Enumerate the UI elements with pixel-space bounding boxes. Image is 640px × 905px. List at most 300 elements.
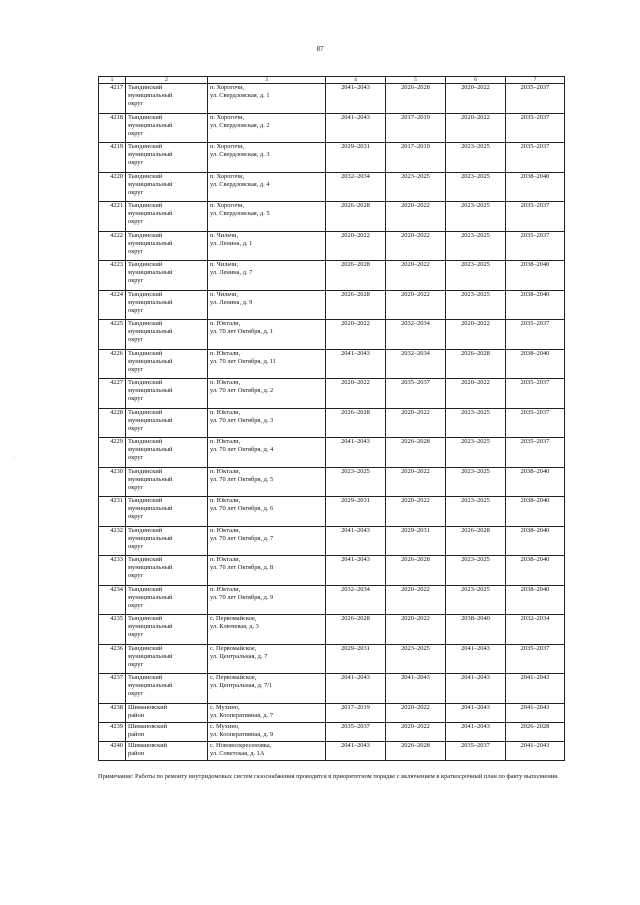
register-table <box>98 76 565 761</box>
municipality-line: муниципальный <box>128 239 173 247</box>
municipality-line: округ <box>128 336 144 343</box>
period-cell-c7: 2041–2043 <box>506 703 565 722</box>
period-cell-c5: 2026–2028 <box>386 556 446 586</box>
row-number: 4236 <box>99 644 126 674</box>
row-number: 4232 <box>99 526 126 556</box>
municipality-line: муниципальный <box>128 92 173 99</box>
address-line: п. Юктали, <box>210 497 241 504</box>
row-number: 4228 <box>99 408 126 438</box>
row-number: 4221 <box>99 202 126 232</box>
period-cell-c5: 2020–2022 <box>386 408 446 438</box>
column-header: 3 <box>208 77 326 84</box>
address-line: п. Юктали, <box>210 349 241 357</box>
address-cell <box>208 172 326 202</box>
address-line: ул. Ключевая, д. 3 <box>210 623 259 630</box>
period-cell-c6: 2026–2028 <box>446 526 506 556</box>
row-number: 4231 <box>99 497 126 527</box>
table-row <box>99 741 565 760</box>
table-row <box>99 526 565 556</box>
municipality-cell <box>126 703 208 722</box>
municipality-line: муниципальный <box>128 357 173 365</box>
period-cell-c7: 2035–2037 <box>506 202 565 232</box>
address-cell <box>208 438 326 468</box>
period-cell-c7: 2032–2034 <box>506 615 565 645</box>
address-cell <box>208 261 326 291</box>
period-cell-c5: 2017–2019 <box>386 143 446 173</box>
margin-mark: . . <box>12 455 16 460</box>
table-row <box>99 261 565 291</box>
municipality-cell <box>126 615 208 645</box>
municipality-line: Тындинский <box>128 231 163 239</box>
period-cell-c6: 2023–2025 <box>446 467 506 497</box>
address-line: с. Первомайское, <box>210 615 257 622</box>
row-number: 4227 <box>99 379 126 409</box>
municipality-line: округ <box>128 631 144 638</box>
municipality-line: Тындинский <box>128 320 163 327</box>
municipality-line: Тындинский <box>128 526 163 534</box>
period-cell-c7: 2026–2028 <box>506 722 565 741</box>
address-line: п. Хорогочи, <box>210 113 245 121</box>
municipality-cell <box>126 379 208 409</box>
table-row <box>99 202 565 232</box>
period-cell-c6: 2023–2025 <box>446 408 506 438</box>
row-number: 4223 <box>99 261 126 291</box>
municipality-line: Тындинский <box>128 408 163 416</box>
table-row <box>99 231 565 261</box>
address-line: с. Первомайское, <box>210 644 257 652</box>
address-cell <box>208 349 326 379</box>
table-row <box>99 172 565 202</box>
row-number: 4237 <box>99 674 126 704</box>
municipality-line: округ <box>128 247 144 255</box>
address-cell <box>208 497 326 527</box>
address-line: ул. 70 лет Октября, д. 5 <box>210 475 274 483</box>
municipality-line: муниципальный <box>128 151 173 158</box>
address-line: п. Юктали, <box>210 438 241 445</box>
address-line: ул. Свердловская, д. 1 <box>210 92 270 99</box>
municipality-line: муниципальный <box>128 593 173 601</box>
municipality-line: муниципальный <box>128 121 173 129</box>
table-row <box>99 467 565 497</box>
table-row <box>99 556 565 586</box>
table-row <box>99 113 565 143</box>
period-cell-c5: 2032–2034 <box>386 349 446 379</box>
address-line: п. Юктали, <box>210 320 241 327</box>
period-cell-c4: 2020–2022 <box>326 379 386 409</box>
address-line: п. Хорогочи, <box>210 84 245 91</box>
period-cell-c6: 2041–2043 <box>446 644 506 674</box>
row-number: 4218 <box>99 113 126 143</box>
municipality-line: муниципальный <box>128 180 173 188</box>
address-line: п. Юктали, <box>210 556 241 563</box>
municipality-line: Тындинский <box>128 615 163 622</box>
row-number: 4229 <box>99 438 126 468</box>
page-number: 87 <box>316 45 324 53</box>
municipality-cell <box>126 497 208 527</box>
row-number: 4220 <box>99 172 126 202</box>
period-cell-c4: 2041–2043 <box>326 556 386 586</box>
municipality-line: Тындинский <box>128 467 163 475</box>
address-line: ул. Центральная, д. 7 <box>210 652 268 660</box>
municipality-cell <box>126 556 208 586</box>
period-cell-c5: 2026–2028 <box>386 438 446 468</box>
period-cell-c6: 2041–2043 <box>446 674 506 704</box>
period-cell-c7: 2038–2040 <box>506 526 565 556</box>
address-line: ул. 70 лет Октября, д. 1 <box>210 328 274 335</box>
municipality-line: округ <box>128 572 144 579</box>
period-cell-c4: 2026–2028 <box>326 408 386 438</box>
period-cell-c4: 2029–2031 <box>326 644 386 674</box>
municipality-cell <box>126 349 208 379</box>
period-cell-c7: 2038–2040 <box>506 585 565 615</box>
municipality-cell <box>126 722 208 741</box>
municipality-line: Тындинский <box>128 172 163 180</box>
address-cell <box>208 202 326 232</box>
period-cell-c7: 2035–2037 <box>506 143 565 173</box>
municipality-line: муниципальный <box>128 623 173 630</box>
period-cell-c4: 2041–2043 <box>326 526 386 556</box>
municipality-cell <box>126 408 208 438</box>
municipality-cell <box>126 467 208 497</box>
municipality-line: Тындинский <box>128 113 163 121</box>
municipality-line: Тындинский <box>128 556 163 563</box>
period-cell-c5: 2026–2028 <box>386 741 446 760</box>
address-line: с. Мухино, <box>210 722 240 730</box>
municipality-line: округ <box>128 483 144 491</box>
address-line: ул. Свердловская, д. 4 <box>210 180 270 188</box>
municipality-line: муниципальный <box>128 682 173 689</box>
period-cell-c4: 2035–2037 <box>326 722 386 741</box>
municipality-line: Тындинский <box>128 585 163 593</box>
table-row <box>99 143 565 173</box>
period-cell-c7: 2035–2037 <box>506 438 565 468</box>
municipality-line: округ <box>128 513 144 520</box>
period-cell-c7: 2035–2037 <box>506 379 565 409</box>
row-number: 4234 <box>99 585 126 615</box>
municipality-line: Тындинский <box>128 349 163 357</box>
address-line: ул. Центральная, д. 7/1 <box>210 682 273 689</box>
municipality-line: муниципальный <box>128 505 173 512</box>
period-cell-c7: 2041–2043 <box>506 674 565 704</box>
period-cell-c6: 2035–2037 <box>446 741 506 760</box>
row-number: 4225 <box>99 320 126 350</box>
address-line: п. Юктали, <box>210 379 241 386</box>
municipality-line: Тындинский <box>128 438 163 445</box>
address-line: ул. 70 лет Октября, д. 7 <box>210 534 274 542</box>
municipality-cell <box>126 644 208 674</box>
period-cell-c6: 2023–2025 <box>446 143 506 173</box>
address-cell <box>208 615 326 645</box>
row-number: 4217 <box>99 84 126 114</box>
table-row <box>99 722 565 741</box>
municipality-line: Тындинский <box>128 261 163 268</box>
table-row <box>99 585 565 615</box>
period-cell-c4: 2026–2028 <box>326 261 386 291</box>
period-cell-c4: 2041–2043 <box>326 741 386 760</box>
period-cell-c4: 2041–2043 <box>326 113 386 143</box>
period-cell-c5: 2020–2022 <box>386 467 446 497</box>
municipality-line: муниципальный <box>128 534 173 542</box>
address-cell <box>208 84 326 114</box>
period-cell-c6: 2020–2022 <box>446 320 506 350</box>
period-cell-c6: 2020–2022 <box>446 379 506 409</box>
municipality-cell <box>126 290 208 320</box>
municipality-line: муниципальный <box>128 269 173 276</box>
period-cell-c7: 2038–2040 <box>506 172 565 202</box>
address-cell <box>208 231 326 261</box>
period-cell-c5: 2020–2022 <box>386 615 446 645</box>
municipality-line: Тындинский <box>128 290 163 298</box>
period-cell-c7: 2035–2037 <box>506 320 565 350</box>
period-cell-c5: 2035–2037 <box>386 379 446 409</box>
address-line: с. Мухино, <box>210 703 240 711</box>
address-cell <box>208 556 326 586</box>
period-cell-c7: 2035–2037 <box>506 644 565 674</box>
period-cell-c6: 2023–2025 <box>446 231 506 261</box>
row-number: 4239 <box>99 722 126 741</box>
address-line: ул. Свердловская, д. 3 <box>210 151 270 158</box>
period-cell-c7: 2038–2040 <box>506 556 565 586</box>
municipality-line: муниципальный <box>128 652 173 660</box>
address-line: п. Чильчи, <box>210 261 239 268</box>
address-line: ул. Свердловская, д. 5 <box>210 210 270 217</box>
municipality-line: округ <box>128 218 144 225</box>
table-row <box>99 408 565 438</box>
period-cell-c4: 2020–2022 <box>326 231 386 261</box>
period-cell-c6: 2038–2040 <box>446 615 506 645</box>
period-cell-c6: 2023–2025 <box>446 290 506 320</box>
municipality-line: Шимановский <box>128 741 168 749</box>
municipality-line: Тындинский <box>128 644 163 652</box>
period-cell-c5: 2020–2022 <box>386 585 446 615</box>
period-cell-c6: 2023–2025 <box>446 202 506 232</box>
address-cell <box>208 674 326 704</box>
address-cell <box>208 585 326 615</box>
address-cell <box>208 741 326 760</box>
municipality-line: округ <box>128 129 144 137</box>
municipality-line: округ <box>128 601 144 609</box>
address-cell <box>208 644 326 674</box>
period-cell-c6: 2023–2025 <box>446 497 506 527</box>
period-cell-c4: 2029–2031 <box>326 143 386 173</box>
municipality-line: муниципальный <box>128 475 173 483</box>
municipality-line: муниципальный <box>128 210 173 217</box>
table-body <box>99 84 565 761</box>
municipality-line: муниципальный <box>128 328 173 335</box>
address-line: п. Юктали, <box>210 408 241 416</box>
period-cell-c4: 2026–2028 <box>326 202 386 232</box>
column-header: 2 <box>126 77 208 84</box>
period-cell-c5: 2023–2025 <box>386 172 446 202</box>
municipality-line: Шимановский <box>128 703 168 711</box>
municipality-cell <box>126 261 208 291</box>
municipality-line: округ <box>128 277 144 284</box>
address-line: ул. Свердловская, д. 2 <box>210 121 270 129</box>
period-cell-c6: 2020–2022 <box>446 113 506 143</box>
address-line: ул. Кооперативная, д. 9 <box>210 730 274 738</box>
row-number: 4235 <box>99 615 126 645</box>
table-row <box>99 379 565 409</box>
address-line: ул. 70 лет Октября, д. 2 <box>210 387 274 394</box>
period-cell-c6: 2023–2025 <box>446 556 506 586</box>
table-header <box>99 77 565 84</box>
municipality-cell <box>126 113 208 143</box>
address-line: ул. Советская, д. 1А <box>210 749 265 757</box>
address-cell <box>208 113 326 143</box>
period-cell-c5: 2020–2022 <box>386 497 446 527</box>
period-cell-c4: 2032–2034 <box>326 585 386 615</box>
address-line: ул. Ленина, д. 7 <box>210 269 253 276</box>
table-row <box>99 84 565 114</box>
period-cell-c4: 2041–2043 <box>326 438 386 468</box>
address-line: ул. 70 лет Октября, д. 4 <box>210 446 274 453</box>
row-number: 4226 <box>99 349 126 379</box>
footnote: Примечание: Работы по ремонту внутридомовых систем газоснабжения проводятся в приоритетном порядке с включением в краткосрочный план по факту выполнения. <box>98 773 559 780</box>
municipality-cell <box>126 172 208 202</box>
period-cell-c5: 2041–2043 <box>386 674 446 704</box>
period-cell-c5: 2020–2022 <box>386 703 446 722</box>
address-cell <box>208 320 326 350</box>
address-cell <box>208 379 326 409</box>
municipality-line: Тындинский <box>128 379 163 386</box>
row-number: 4230 <box>99 467 126 497</box>
period-cell-c5: 2032–2034 <box>386 320 446 350</box>
period-cell-c7: 2035–2037 <box>506 113 565 143</box>
address-line: с. Нововоскресеновка, <box>210 741 272 749</box>
municipality-line: Шимановский <box>128 722 168 730</box>
municipality-cell <box>126 674 208 704</box>
table-row <box>99 290 565 320</box>
column-header: 7 <box>506 77 565 84</box>
municipality-line: Тындинский <box>128 143 163 150</box>
period-cell-c6: 2026–2028 <box>446 349 506 379</box>
period-cell-c7: 2038–2040 <box>506 290 565 320</box>
table-row <box>99 438 565 468</box>
period-cell-c6: 2020–2022 <box>446 84 506 114</box>
table-row <box>99 703 565 722</box>
address-line: ул. Кооперативная, д. 7 <box>210 711 274 719</box>
municipality-cell <box>126 202 208 232</box>
address-line: п. Хорогочи, <box>210 202 245 209</box>
row-number: 4233 <box>99 556 126 586</box>
municipality-cell <box>126 231 208 261</box>
address-line: ул. 70 лет Октября, д. 6 <box>210 505 274 512</box>
period-cell-c7: 2038–2040 <box>506 497 565 527</box>
period-cell-c6: 2023–2025 <box>446 438 506 468</box>
period-cell-c5: 2020–2022 <box>386 290 446 320</box>
period-cell-c7: 2038–2040 <box>506 467 565 497</box>
municipality-line: округ <box>128 306 144 314</box>
municipality-cell <box>126 526 208 556</box>
municipality-line: Тындинский <box>128 674 163 681</box>
period-cell-c4: 2026–2028 <box>326 290 386 320</box>
period-cell-c7: 2038–2040 <box>506 261 565 291</box>
period-cell-c6: 2023–2025 <box>446 172 506 202</box>
period-cell-c4: 2041–2043 <box>326 84 386 114</box>
column-header: 4 <box>326 77 386 84</box>
address-cell <box>208 703 326 722</box>
address-cell <box>208 526 326 556</box>
address-line: ул. Ленина, д. 1 <box>210 239 253 247</box>
period-cell-c5: 2017–2019 <box>386 113 446 143</box>
municipality-line: округ <box>128 395 144 402</box>
municipality-line: район <box>128 711 145 719</box>
address-cell <box>208 408 326 438</box>
row-number: 4224 <box>99 290 126 320</box>
municipality-line: район <box>128 730 145 738</box>
municipality-line: округ <box>128 365 144 373</box>
period-cell-c5: 2020–2022 <box>386 722 446 741</box>
period-cell-c5: 2020–2022 <box>386 261 446 291</box>
address-line: ул. 70 лет Октября, д. 11 <box>210 357 277 365</box>
address-line: с. Первомайское, <box>210 674 257 681</box>
period-cell-c5: 2026–2028 <box>386 84 446 114</box>
period-cell-c5: 2020–2022 <box>386 231 446 261</box>
municipality-line: округ <box>128 159 144 166</box>
address-line: п. Чильчи, <box>210 231 239 239</box>
column-header: 6 <box>446 77 506 84</box>
municipality-line: округ <box>128 100 144 107</box>
table-row <box>99 644 565 674</box>
period-cell-c6: 2023–2025 <box>446 261 506 291</box>
period-cell-c4: 2041–2043 <box>326 349 386 379</box>
municipality-line: муниципальный <box>128 564 173 571</box>
municipality-line: муниципальный <box>128 298 173 306</box>
period-cell-c4: 2020–2022 <box>326 320 386 350</box>
address-line: п. Юктали, <box>210 526 241 534</box>
address-line: п. Хорогочи, <box>210 172 245 180</box>
municipality-line: округ <box>128 454 144 461</box>
row-number: 4222 <box>99 231 126 261</box>
period-cell-c5: 2029–2031 <box>386 526 446 556</box>
municipality-cell <box>126 320 208 350</box>
column-header: 1 <box>99 77 126 84</box>
table-row <box>99 674 565 704</box>
period-cell-c6: 2041–2043 <box>446 722 506 741</box>
period-cell-c5: 2023–2025 <box>386 644 446 674</box>
municipality-line: муниципальный <box>128 387 173 394</box>
period-cell-c6: 2041–2043 <box>446 703 506 722</box>
period-cell-c5: 2020–2022 <box>386 202 446 232</box>
period-cell-c7: 2035–2037 <box>506 231 565 261</box>
address-line: ул. 70 лет Октября, д. 3 <box>210 416 274 424</box>
period-cell-c4: 2029–2031 <box>326 497 386 527</box>
municipality-line: округ <box>128 188 144 196</box>
address-line: п. Юктали, <box>210 585 241 593</box>
period-cell-c7: 2038–2040 <box>506 349 565 379</box>
period-cell-c7: 2041–2043 <box>506 741 565 760</box>
municipality-line: район <box>128 749 145 757</box>
address-line: п. Хорогочи, <box>210 143 245 150</box>
table-row <box>99 615 565 645</box>
municipality-line: муниципальный <box>128 416 173 424</box>
municipality-line: округ <box>128 660 144 668</box>
municipality-cell <box>126 84 208 114</box>
municipality-line: округ <box>128 424 144 432</box>
address-line: п. Юктали, <box>210 467 241 475</box>
address-cell <box>208 467 326 497</box>
period-cell-c4: 2023–2025 <box>326 467 386 497</box>
address-line: ул. 70 лет Октября, д. 9 <box>210 593 274 601</box>
municipality-cell <box>126 143 208 173</box>
municipality-line: округ <box>128 690 144 697</box>
table-row <box>99 320 565 350</box>
municipality-line: Тындинский <box>128 497 163 504</box>
municipality-cell <box>126 438 208 468</box>
municipality-line: округ <box>128 542 144 550</box>
municipality-cell <box>126 741 208 760</box>
address-cell <box>208 143 326 173</box>
